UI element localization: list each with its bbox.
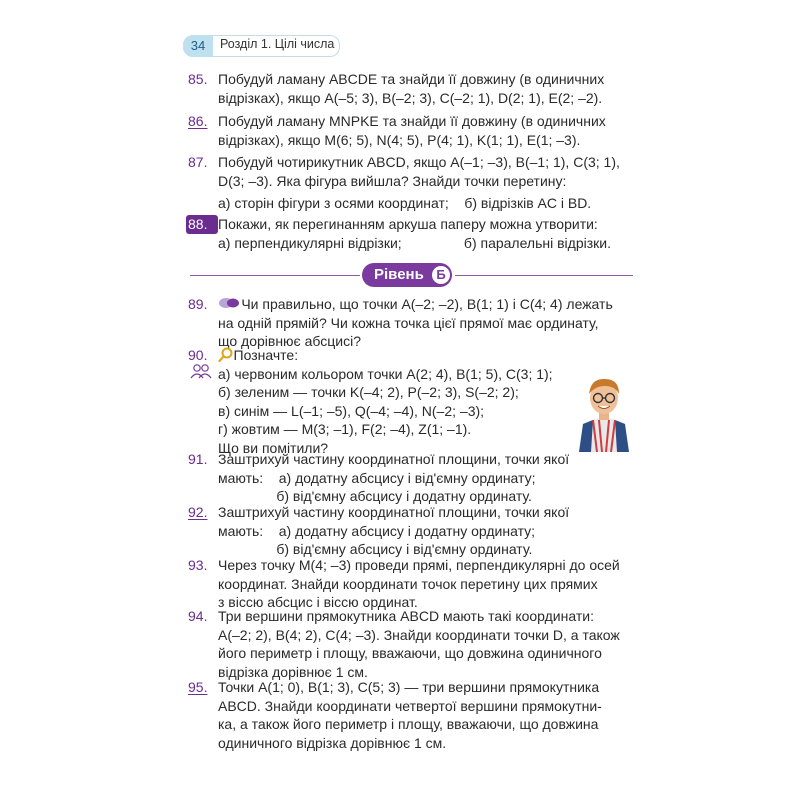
problem-line: Заштрихуй частину координатної площини, точки якої xyxy=(218,451,570,467)
problem-line: що дорівнює абсцисі? xyxy=(218,333,361,349)
problem-line: Через точку M(4; –3) проведи прямі, перпендикулярні до осей xyxy=(218,557,620,573)
problem-number: 91. xyxy=(188,451,208,467)
problem-line: Побудуй ламану ABCDE та знайди її довжину (в одиничних xyxy=(218,71,605,87)
problem-line: Позначте: xyxy=(218,347,299,363)
problem-line: ABCD. Знайди координати четвертої вершини прямокутни- xyxy=(218,697,602,714)
problem-line: г) жовтим — M(3; –1), F(2; –4), Z(1; –1). xyxy=(218,421,472,437)
problem-line: б) від'ємну абсцису і додатну ординату. xyxy=(218,488,532,504)
problem-line: Чи правильно, що точки A(–2; –2), B(1; 1) і C(4; 4) лежать xyxy=(218,296,613,312)
problem-number: 85. xyxy=(188,71,208,87)
problem-line: A(–2; 2), B(4; 2), C(4; –3). Знайди координати точки D, а також xyxy=(218,626,620,643)
problem-line: Що ви помітили? xyxy=(218,439,329,456)
problem-line: мають: а) додатну абсцису і від'ємну ординату; xyxy=(218,469,536,486)
problem-line: відрізках), якщо M(6; 5), N(4; 5), P(4; 1), K(1; 1), E(1; –3). xyxy=(218,131,581,148)
problem-number: 95. xyxy=(188,679,208,695)
problem-line: б) від'ємну абсцису і від'ємну ординату. xyxy=(218,541,533,557)
problem-line: Заштрихуй частину координатної площини, точки якої xyxy=(218,504,570,520)
problem-line: а) перпендикулярні відрізки; б) паралельні відрізки. xyxy=(218,234,611,251)
section-title: Розділ 1. Цілі числа xyxy=(220,37,335,51)
problem-line: а) червоним кольором точки A(2; 4), B(1; 5), C(3; 1); xyxy=(218,365,553,382)
problem-line: з віссю абсцис і віссю ординат. xyxy=(218,594,418,610)
problem-line: Побудуй ламану MNPKE та знайди її довжину (в одиничних xyxy=(218,113,606,129)
problem-line: б) зеленим — точки K(–4; 2), P(–2; 3), S(–2; 2); xyxy=(218,384,519,400)
level-letter: Б xyxy=(432,266,450,284)
problem-line: Три вершини прямокутника ABCD мають такі координати: xyxy=(218,608,594,624)
level-badge: Рівень xyxy=(362,263,452,287)
problem-number: 88. xyxy=(186,215,218,234)
student-illustration xyxy=(575,372,633,452)
problem-line: Покажи, як перегинанням аркуша паперу можна утворити: xyxy=(218,216,598,232)
problem-number: 87. xyxy=(188,154,208,170)
page-number: 34 xyxy=(183,35,213,57)
problem-line: відрізка дорівнює 1 см. xyxy=(218,663,368,680)
level-divider-left xyxy=(190,275,360,276)
problem-line: Побудуй чотирикутник ABCD, якщо A(–1; –3), B(–1; 1), C(3; 1), xyxy=(218,154,620,170)
problem-line: Точки A(1; 0), B(1; 3), C(5; 3) — три вершини прямокутника xyxy=(218,679,600,695)
problem-line: D(3; –3). Яка фігура вийшла? Знайди точки перетину: xyxy=(218,172,567,189)
problem-number: 90. xyxy=(188,347,208,363)
group-work-icon xyxy=(190,363,212,379)
problem-line: відрізках), якщо A(–5; 3), B(–2; 3), C(–2; 1), D(2; 1), E(2; –2). xyxy=(218,89,603,106)
problem-line: в) синім — L(–1; –5), Q(–4; –4), N(–2; –3); xyxy=(218,402,485,419)
problem-number: 86. xyxy=(188,113,208,129)
problem-number: 92. xyxy=(188,504,208,520)
problem-number: 89. xyxy=(188,296,208,312)
problem-line: координат. Знайди координати точок перетину цих прямих xyxy=(218,575,598,592)
problem-line: на одній прямій? Чи кожна точка цієї прямої має ординату, xyxy=(218,314,599,331)
problem-line: мають: а) додатну абсцису і додатну ординату; xyxy=(218,522,536,539)
problem-number: 93. xyxy=(188,557,208,573)
level-divider-right xyxy=(455,275,633,276)
problem-line: його периметр і площу, вважаючи, що довжина одиничного xyxy=(218,645,602,661)
problem-line: ка, а також його периметр і площу, вважаючи, що довжина xyxy=(218,716,599,732)
problem-number: 94. xyxy=(188,608,208,624)
problem-line: одиничного відрізка дорівнює 1 см. xyxy=(218,734,447,751)
problem-line: а) сторін фігури з осями координат; б) відрізків AC і BD. xyxy=(218,195,592,211)
